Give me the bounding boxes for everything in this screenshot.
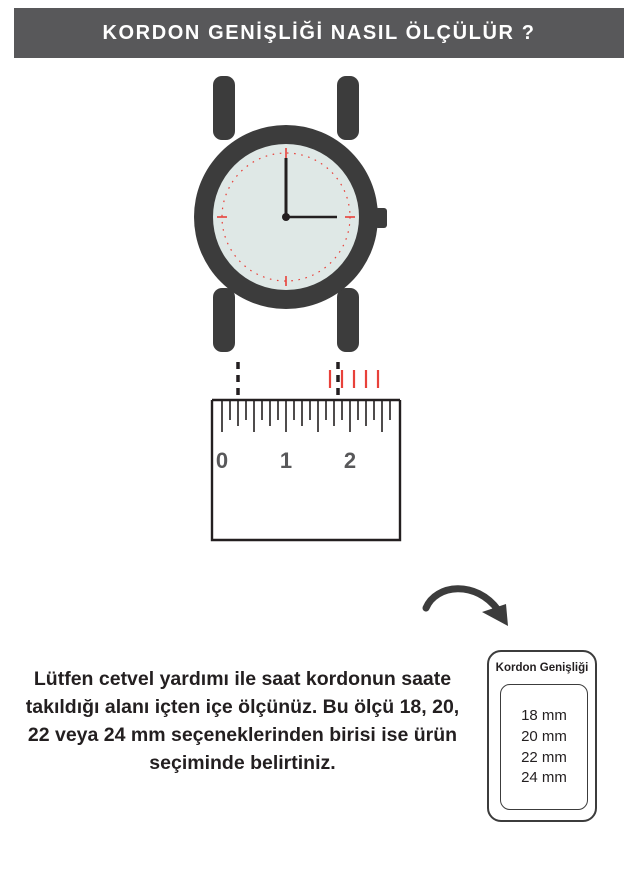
ruler-tick-label-1: 1 [279,448,293,473]
instruction-block [20,645,465,797]
strap-width-options-card [487,650,597,822]
list-item: 22 mm [521,748,567,766]
options-card-title: Kordon Genişliği [495,662,589,674]
header-banner [14,8,624,58]
instruction-text: Lütfen cetvel yardımı ile saat kordonun saate takıldığı alanı içten içe ölçünüz. Bu ölçü 18, 20, 22 veya 24 mm seçeneklerinden birisi ise ürün seçiminde belirtiniz. [25,667,460,775]
options-list [500,684,588,810]
wristwatch-illustration [185,70,410,360]
list-item: 18 mm [521,706,567,724]
page-title: KORDON GENİŞLİĞİ NASIL ÖLÇÜLÜR ? [102,21,536,44]
ruler-tick-label-0: 0 [215,448,229,473]
list-item: 20 mm [521,727,567,745]
curved-arrow-icon [420,578,530,648]
list-item: 24 mm [521,769,567,787]
ruler-tick-label-2: 2 [343,448,357,473]
ruler-illustration [190,360,420,570]
